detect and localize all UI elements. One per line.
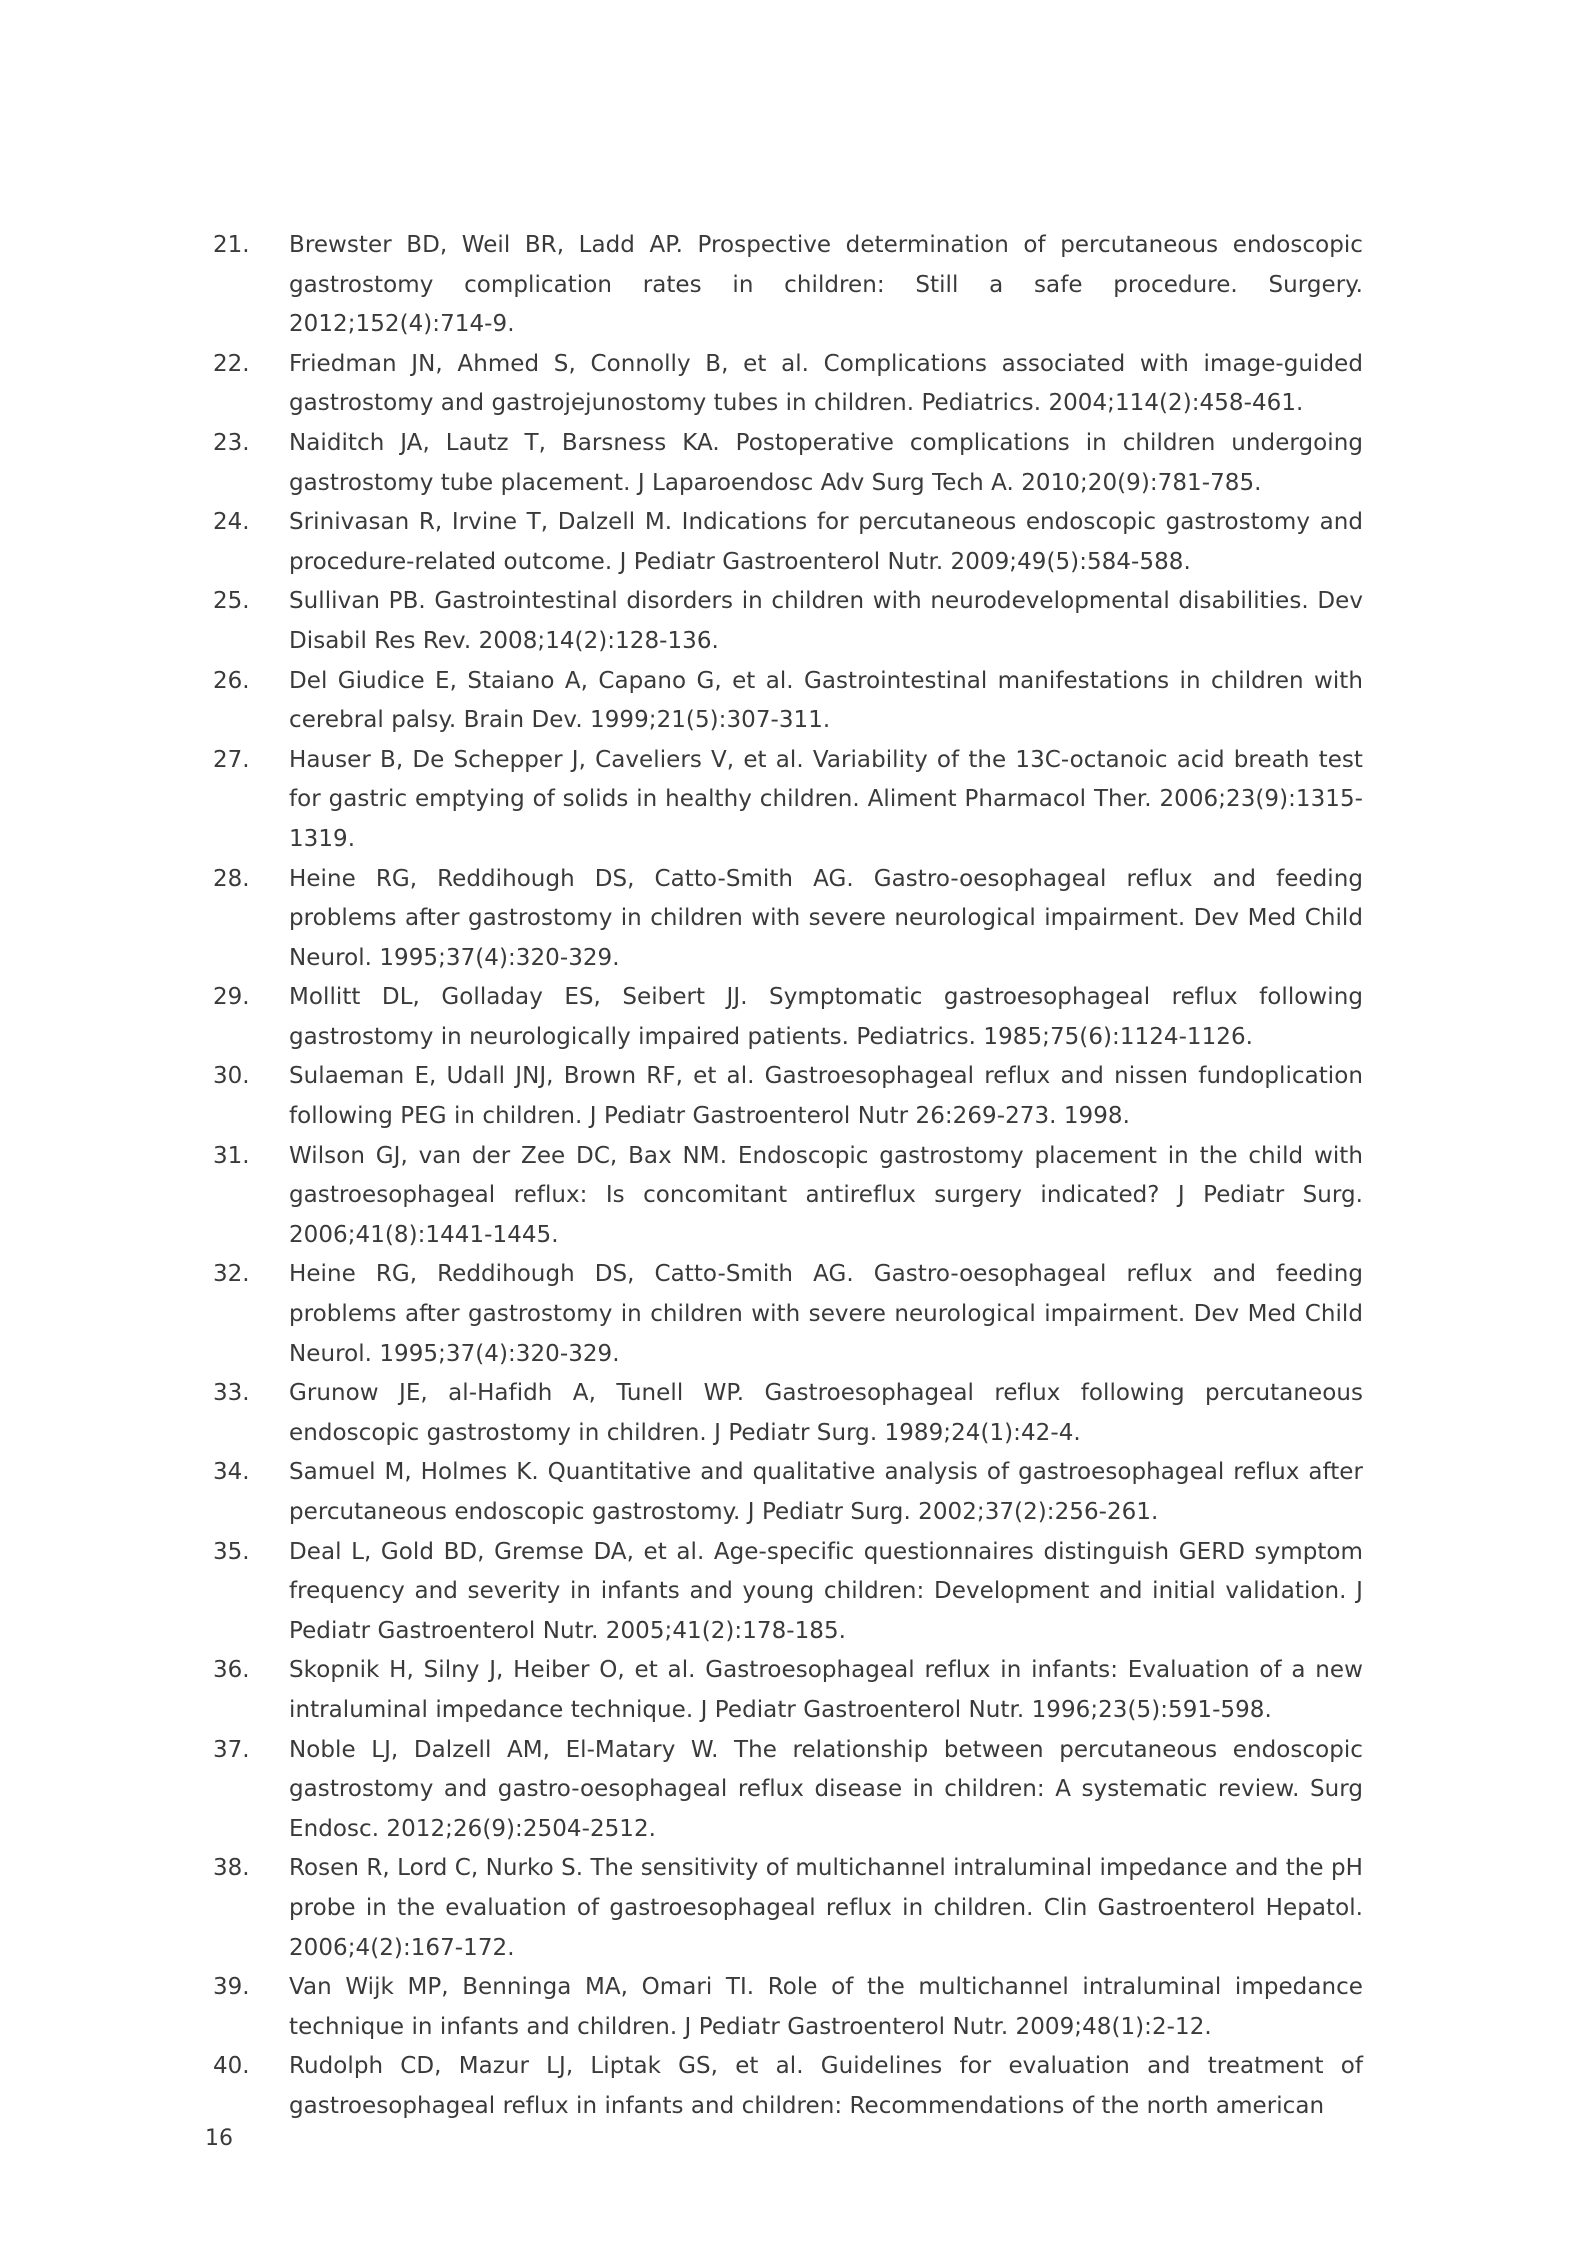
- reference-number: 22.: [213, 350, 250, 377]
- reference-number: 33.: [213, 1380, 250, 1407]
- reference-number: 40.: [213, 2053, 250, 2080]
- reference-text: Del Giudice E, Staiano A, Capano G, et al. Gastrointestinal manifestations in children with cerebral palsy. Brain Dev. 1999;21(5):307-311.: [289, 667, 1363, 734]
- reference-item: [213, 1533, 1363, 1652]
- reference-text: Srinivasan R, Irvine T, Dalzell M. Indications for percutaneous endoscopic gastrostomy and procedure-related outcome. J Pediatr Gastroenterol Nutr. 2009;49(5):584-588.: [289, 509, 1363, 575]
- reference-number: 21.: [213, 232, 250, 258]
- reference-item: [213, 226, 1363, 345]
- reference-text: Grunow JE, al-Hafidh A, Tunell WP. Gastroesophageal reflux following percutaneous endoscopic gastrostomy in children. J Pediatr Surg. 1989;24(1):42-4.: [289, 1380, 1363, 1446]
- reference-text: Hauser B, De Schepper J, Caveliers V, et al. Variability of the 13C-octanoic acid breath test for gastric emptying of solids in healthy children. Aliment Pharmacol Ther. 2006;23(9):1315-1319.: [289, 746, 1363, 852]
- page-number: 16: [205, 2126, 233, 2151]
- reference-number: 31.: [213, 1142, 250, 1169]
- reference-number: 26.: [213, 667, 250, 694]
- reference-text: Deal L, Gold BD, Gremse DA, et al. Age-specific questionnaires distinguish GERD symptom frequency and severity in infants and young children: Development and initial validation. J Pediatr Gastroenterol Nutr. 2005;41(2):178-185.: [289, 1538, 1363, 1644]
- reference-number: 34.: [213, 1459, 250, 1486]
- reference-item: [213, 1374, 1363, 1453]
- reference-text: Mollitt DL, Golladay ES, Seibert JJ. Symptomatic gastroesophageal reflux following gastrostomy in neurologically impaired patients. Pediatrics. 1985;75(6):1124-1126.: [289, 984, 1363, 1050]
- reference-text: Rudolph CD, Mazur LJ, Liptak GS, et al. Guidelines for evaluation and treatment of gastroesophageal reflux in infants and children: Recommendations of the north american: [289, 2053, 1363, 2119]
- reference-item: [213, 1255, 1363, 1374]
- reference-text: Sulaeman E, Udall JNJ, Brown RF, et al. Gastroesophageal reflux and nissen fundoplication following PEG in children. J Pediatr Gastroenterol Nutr 26:269-273. 1998.: [289, 1063, 1363, 1130]
- reference-number: 32.: [213, 1261, 250, 1288]
- reference-number: 28.: [213, 865, 250, 892]
- reference-text: Wilson GJ, van der Zee DC, Bax NM. Endoscopic gastrostomy placement in the child with gastroesophageal reflux: Is concomitant antireflux surgery indicated? J Pediatr Surg. 2006;41(8):1441-1445.: [289, 1142, 1363, 1248]
- reference-item: [213, 860, 1363, 979]
- reference-text: Heine RG, Reddihough DS, Catto-Smith AG. Gastro-oesophageal reflux and feeding problems after gastrostomy in children with severe neurological impairment. Dev Med Child Neurol. 1995;37(4):320-329.: [289, 1261, 1363, 1367]
- reference-item: [213, 1651, 1363, 1730]
- reference-text: Naiditch JA, Lautz T, Barsness KA. Postoperative complications in children undergoing gastrostomy tube placement. J Laparoendosc Adv Surg Tech A. 2010;20(9):781-785.: [289, 429, 1363, 496]
- reference-text: Rosen R, Lord C, Nurko S. The sensitivity of multichannel intraluminal impedance and the pH probe in the evaluation of gastroesophageal reflux in children. Clin Gastroenterol Hepatol. 2006;4(2):167-172.: [289, 1855, 1363, 1961]
- reference-list: [213, 226, 1363, 2127]
- reference-item: [213, 345, 1363, 424]
- reference-text: Noble LJ, Dalzell AM, El-Matary W. The relationship between percutaneous endoscopic gastrostomy and gastro-oesophageal reflux disease in children: A systematic review. Surg Endosc. 2012;26(9):2504-2512.: [289, 1736, 1363, 1842]
- reference-number: 29.: [213, 984, 250, 1011]
- reference-number: 24.: [213, 509, 250, 536]
- reference-number: 25.: [213, 588, 250, 615]
- reference-number: 35.: [213, 1538, 250, 1565]
- reference-number: 39.: [213, 1974, 250, 2001]
- reference-item: [213, 1057, 1363, 1136]
- reference-number: 30.: [213, 1063, 250, 1090]
- reference-item: [213, 1137, 1363, 1256]
- reference-text: Van Wijk MP, Benninga MA, Omari TI. Role of the multichannel intraluminal impedance technique in infants and children. J Pediatr Gastroenterol Nutr. 2009;48(1):2-12.: [289, 1974, 1363, 2040]
- reference-item: [213, 741, 1363, 860]
- reference-text: Brewster BD, Weil BR, Ladd AP. Prospective determination of percutaneous endoscopic gastrostomy complication rates in children: Still a safe procedure. Surgery. 2012;152(4):714-9.: [289, 232, 1363, 338]
- reference-item: [213, 424, 1363, 503]
- reference-item: [213, 1968, 1363, 2047]
- reference-text: Heine RG, Reddihough DS, Catto-Smith AG. Gastro-oesophageal reflux and feeding problems after gastrostomy in children with severe neurological impairment. Dev Med Child Neurol. 1995;37(4):320-329.: [289, 865, 1363, 971]
- reference-item: [213, 1849, 1363, 1968]
- reference-number: 23.: [213, 429, 250, 456]
- reference-item: [213, 978, 1363, 1057]
- reference-item: [213, 1731, 1363, 1850]
- reference-item: [213, 2047, 1363, 2126]
- reference-item: [213, 503, 1363, 582]
- reference-text: Sullivan PB. Gastrointestinal disorders in children with neurodevelopmental disabilities. Dev Disabil Res Rev. 2008;14(2):128-136.: [289, 588, 1363, 654]
- reference-number: 27.: [213, 746, 250, 773]
- reference-number: 36.: [213, 1657, 250, 1684]
- reference-item: [213, 1453, 1363, 1532]
- reference-item: [213, 582, 1363, 661]
- reference-number: 37.: [213, 1736, 250, 1763]
- reference-number: 38.: [213, 1855, 250, 1882]
- reference-text: Friedman JN, Ahmed S, Connolly B, et al. Complications associated with image-guided gastrostomy and gastrojejunostomy tubes in children. Pediatrics. 2004;114(2):458-461.: [289, 350, 1363, 417]
- reference-item: [213, 662, 1363, 741]
- reference-text: Skopnik H, Silny J, Heiber O, et al. Gastroesophageal reflux in infants: Evaluation of a new intraluminal impedance technique. J Pediatr Gastroenterol Nutr. 1996;23(5):591-598.: [289, 1657, 1363, 1723]
- reference-text: Samuel M, Holmes K. Quantitative and qualitative analysis of gastroesophageal reflux after percutaneous endoscopic gastrostomy. J Pediatr Surg. 2002;37(2):256-261.: [289, 1459, 1363, 1525]
